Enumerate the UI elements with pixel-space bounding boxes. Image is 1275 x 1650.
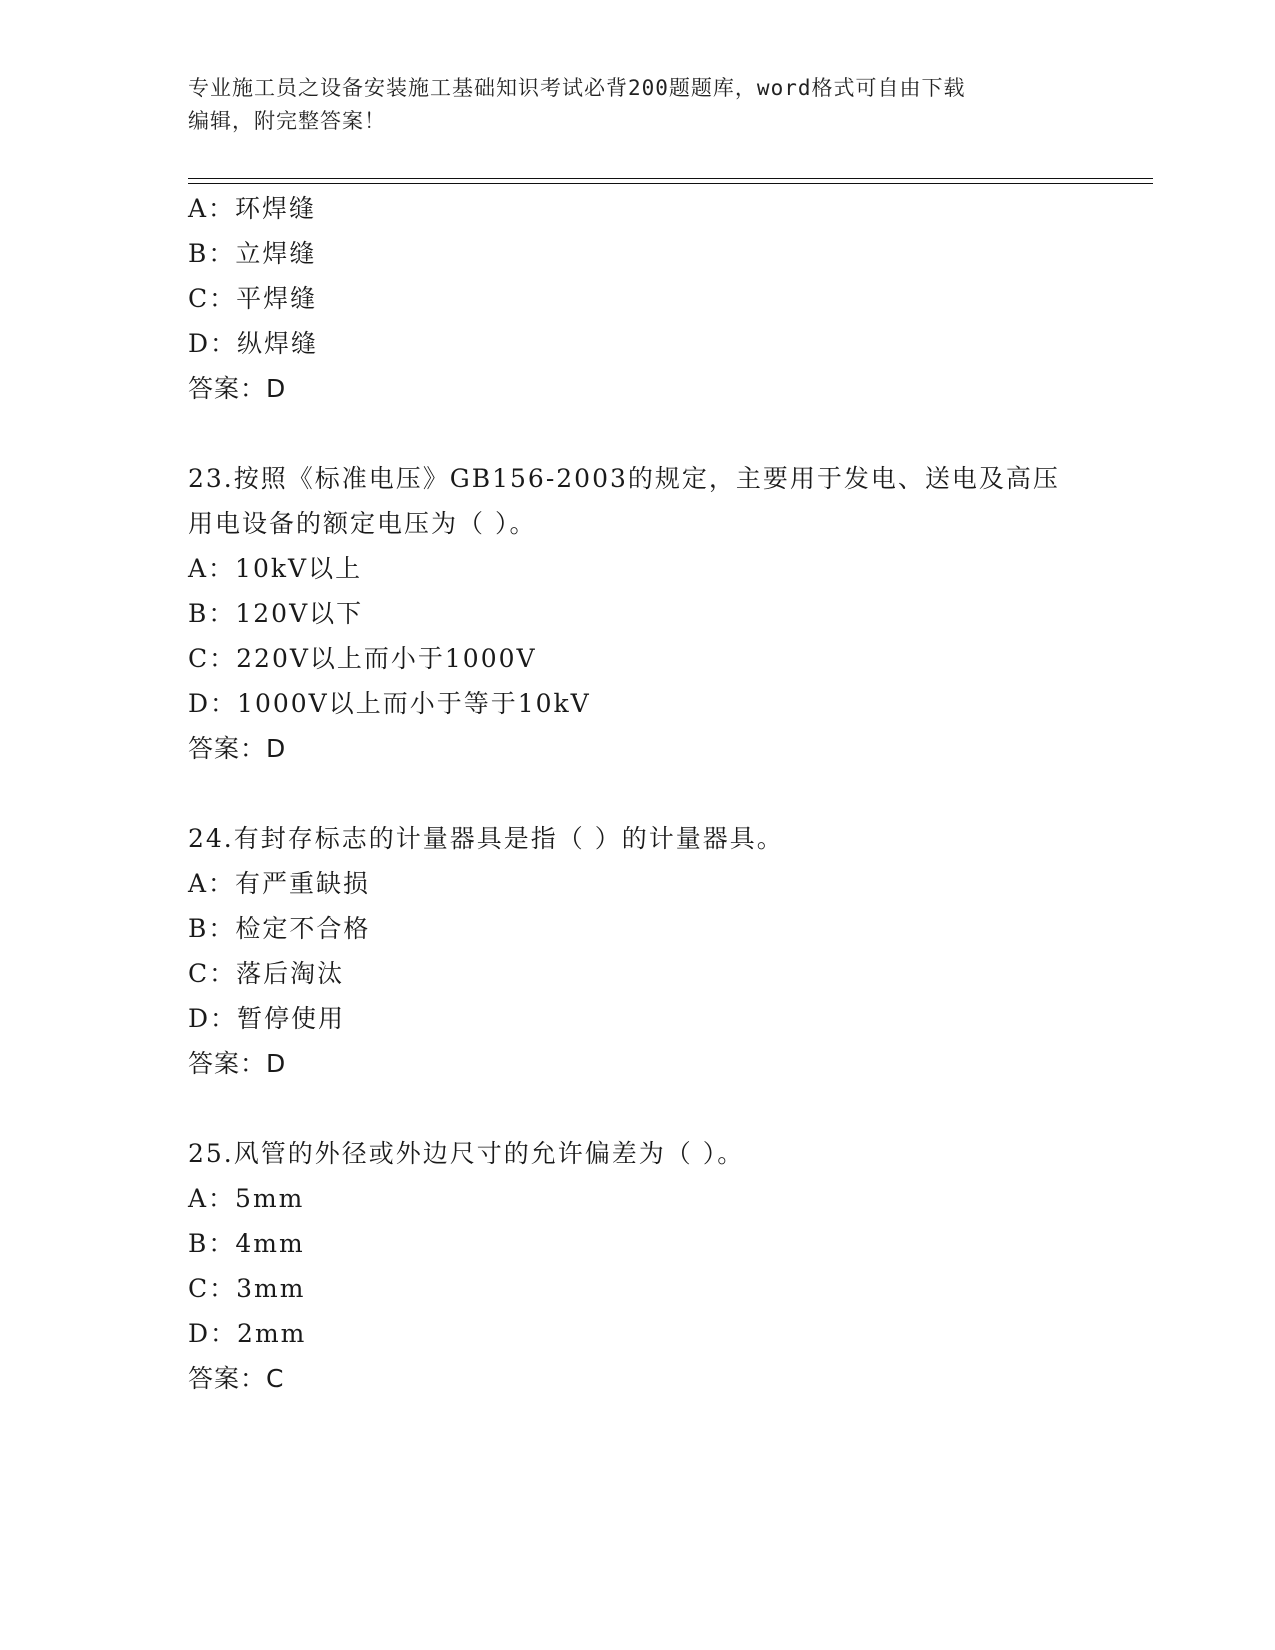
question-23-option-d: D：1000V以上而小于等于10kV [188,689,591,718]
question-23-stem-line-2: 用电设备的额定电压为（ ）。 [188,509,537,538]
document-header [188,72,1088,138]
question-23-answer: 答案：D [188,734,287,763]
prev-answer: 答案：D [188,374,287,403]
prev-option-c: C：平焊缝 [188,284,318,313]
prev-option-a: A：环焊缝 [188,194,317,223]
question-23-option-a: A：10kV以上 [188,554,363,583]
header-line-2: 编辑，附完整答案！ [188,109,386,133]
prev-option-b: B：立焊缝 [188,239,317,268]
question-25-stem-line-1: 25.风管的外径或外边尺寸的允许偏差为（ ）。 [188,1139,745,1168]
question-24-stem-line-1: 24.有封存标志的计量器具是指（ ）的计量器具。 [188,824,784,853]
question-25-option-c: C：3mm [188,1274,306,1303]
prev-option-d: D：纵焊缝 [188,329,319,358]
question-25-option-d: D：2mm [188,1319,307,1348]
question-23-option-c: C：220V以上而小于1000V [188,644,537,673]
header-divider-top [188,178,1153,179]
question-23-option-b: B：120V以下 [188,599,364,628]
question-24-option-c: C：落后淘汰 [188,959,345,988]
question-25-option-a: A：5mm [188,1184,305,1213]
question-25-answer: 答案：C [188,1364,285,1393]
question-24-option-b: B：检定不合格 [188,914,371,943]
question-24-option-a: A：有严重缺损 [188,869,371,898]
header-line-1: 专业施工员之设备安装施工基础知识考试必背200题题库，word格式可自由下载 [188,76,966,100]
question-23-stem-line-1: 23.按照《标准电压》GB156-2003的规定，主要用于发电、送电及高压 [188,464,1060,493]
question-25-option-b: B：4mm [188,1229,305,1258]
header-divider-bottom [188,183,1153,184]
question-24-answer: 答案：D [188,1049,287,1078]
question-24-option-d: D：暂停使用 [188,1004,346,1033]
